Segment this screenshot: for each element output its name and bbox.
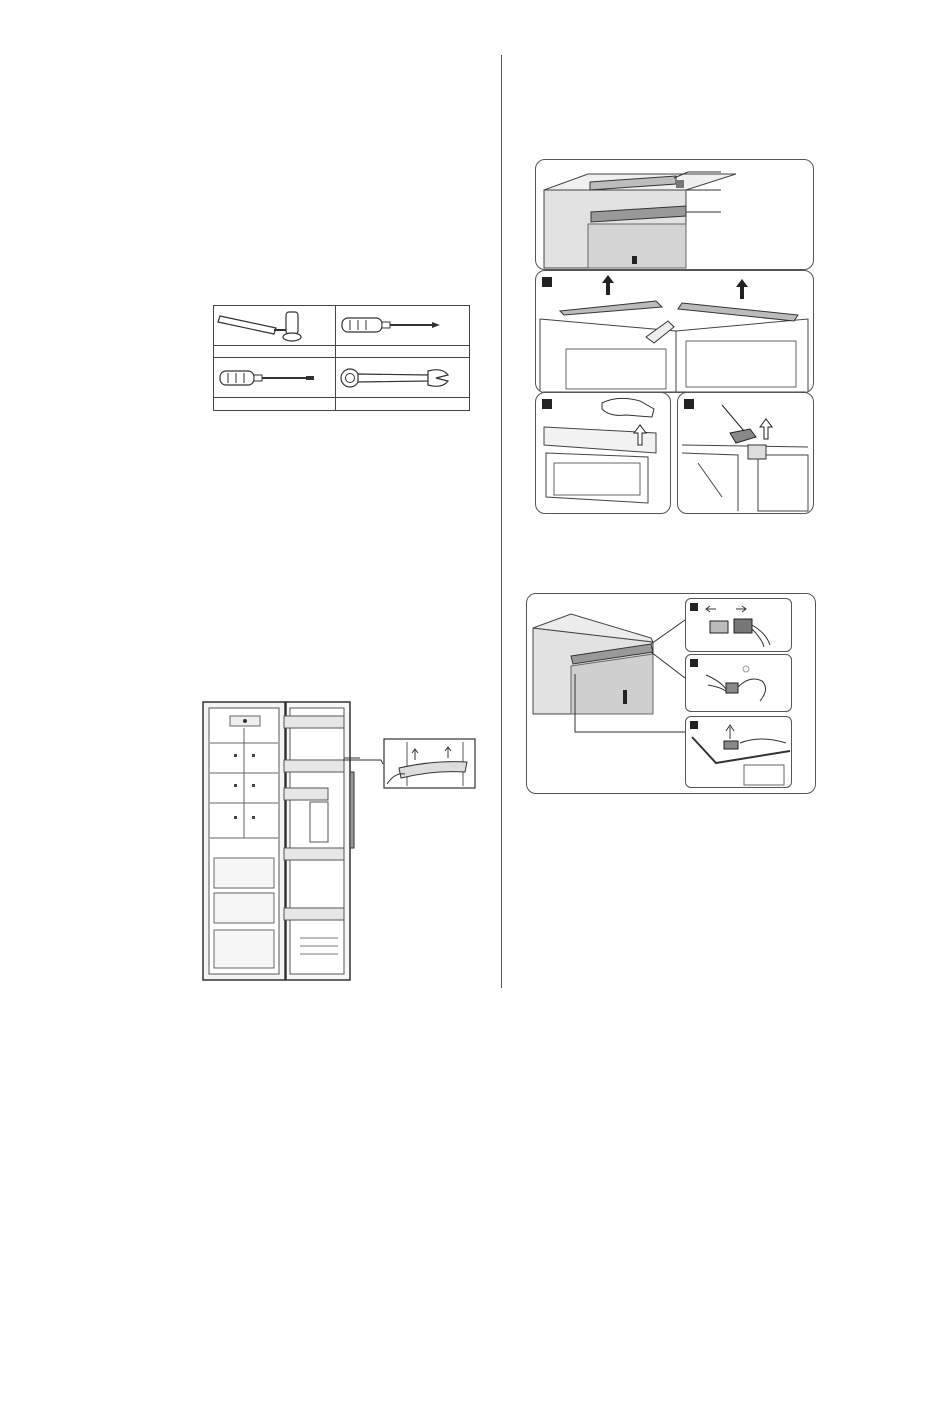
top-cover-overview-panel bbox=[535, 159, 814, 270]
connector-disconnect-icon bbox=[686, 599, 791, 651]
connector-step-2-badge bbox=[690, 659, 698, 667]
wiring-overview-panel bbox=[526, 593, 816, 794]
tool-label-4 bbox=[336, 398, 470, 411]
hinge-cover-remove-icon bbox=[678, 393, 813, 513]
connector-step-1-badge bbox=[690, 603, 698, 611]
fridge-top-cover-icon bbox=[536, 160, 813, 269]
tool-label-1 bbox=[214, 345, 336, 358]
connector-step-1-panel bbox=[685, 598, 792, 652]
tool-label-2 bbox=[336, 345, 470, 358]
door-bin-detail-figure bbox=[343, 738, 477, 790]
connector-step-3-panel bbox=[685, 716, 792, 788]
tool-cell-socket-wrench bbox=[214, 306, 336, 346]
refrigerator-open-door-icon bbox=[200, 698, 360, 986]
column-divider bbox=[501, 55, 502, 988]
flathead-screwdriver-icon bbox=[214, 361, 324, 395]
step-c-badge bbox=[684, 399, 694, 409]
wire-harness-icon bbox=[686, 655, 791, 711]
step-c-panel bbox=[677, 392, 814, 514]
hinge-cover-lift-icon bbox=[536, 271, 813, 392]
tools-table bbox=[213, 305, 470, 411]
hinge-lift-icon bbox=[686, 717, 791, 787]
step-a-panel bbox=[535, 270, 814, 393]
cover-clip-release-icon bbox=[536, 393, 670, 513]
tool-cell-combination-wrench bbox=[336, 358, 470, 398]
tool-cell-phillips-screwdriver bbox=[336, 306, 470, 346]
phillips-screwdriver-icon bbox=[336, 308, 446, 342]
connector-step-3-badge bbox=[690, 721, 698, 729]
door-bin-lift-icon bbox=[343, 738, 477, 790]
tool-label-3 bbox=[214, 398, 336, 411]
fridge-interior-figure bbox=[200, 698, 360, 986]
tool-cell-flathead-screwdriver bbox=[214, 358, 336, 398]
socket-wrench-icon bbox=[214, 308, 324, 342]
combination-wrench-icon bbox=[336, 361, 456, 395]
step-a-badge bbox=[542, 277, 552, 287]
step-b-badge bbox=[542, 399, 552, 409]
step-b-panel bbox=[535, 392, 671, 514]
connector-step-2-panel bbox=[685, 654, 792, 712]
